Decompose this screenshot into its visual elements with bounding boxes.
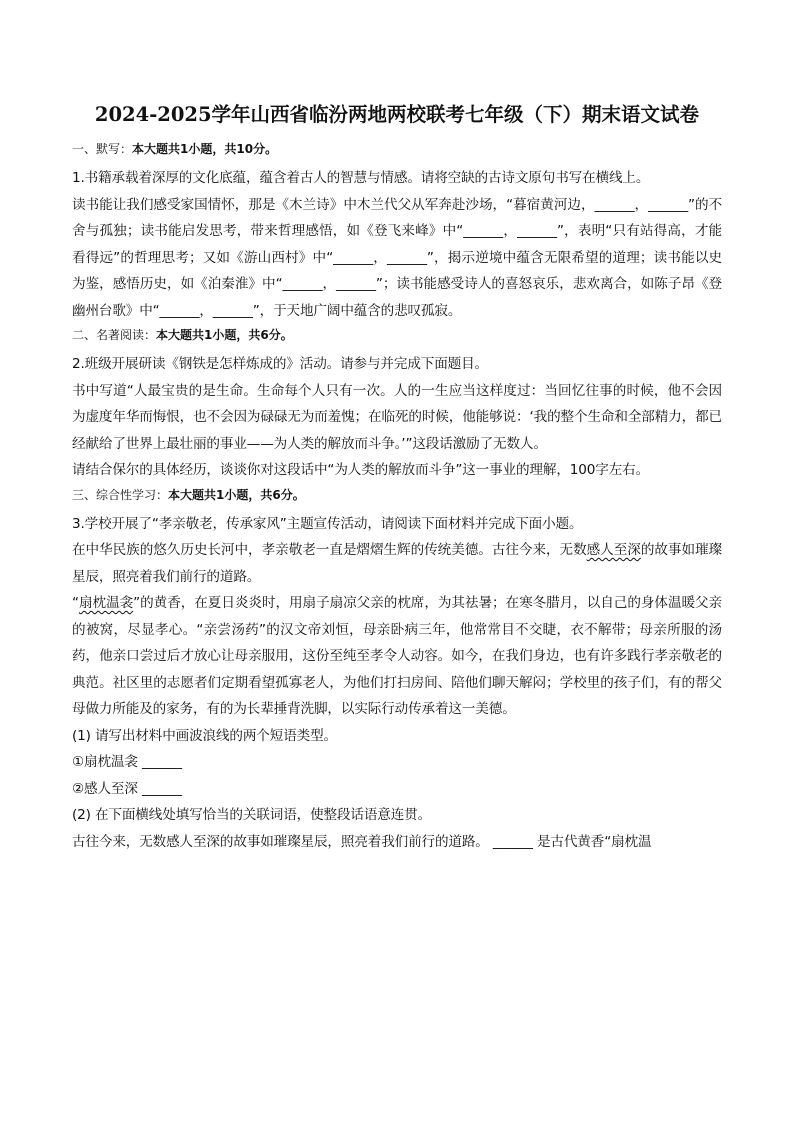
section-heading-2 xyxy=(72,325,722,345)
page-title: 2024-2025学年山西省临汾两地两校联考七年级（下）期末语文试卷 xyxy=(94,103,700,126)
section-heading-1 xyxy=(72,139,722,159)
sub-question-2-text: 古往今来，无数感人至深的故事如璀璨星辰，照亮着我们前行的道路。 ______ 是古代黄香“扇枕温 xyxy=(72,833,652,850)
sub-question-1-item-b: ②感人至深 ______ xyxy=(72,780,182,797)
text-run: ”的黄香，在夏日炎炎时，用扇子扇凉父亲的枕席，为其祛暑；在寒冬腊月，以自己的身体温暖父亲的被窝，尽显孝心。“亲尝汤药”的汉文帝刘恒，母亲卧病三年，他常常目不交睫，衣不解带；母亲所服的汤药，他亲口尝过后才放心让母亲服用，这份至纯至孝令人动容。如今，在我们身边，也有许多践行孝亲敬老的典范。社区里的志愿者们定期看望孤寡老人，为他们打扫房间、陪他们聊天解闷；学校里的孩子们，有的帮父母做力所能及的家务，有的为长辈捶背洗脚，以实际行动传承着这一美德。 xyxy=(72,595,722,717)
question-2-task: 请结合保尔的具体经历，谈谈你对这段话中“为人类的解放而斗争”这一事业的理解，100字左右。 xyxy=(72,462,650,478)
question-3-prompt: 3.学校开展了“孝亲敬老，传承家风”主题宣传活动，请阅读下面材料并完成下面小题。 xyxy=(72,515,583,532)
question-2-prompt: 2.班级开展研读《钢铁是怎样炼成的》活动。请参与并完成下面题目。 xyxy=(72,356,488,372)
text-run: 在中华民族的悠久历史长河中，孝亲敬老一直是熠熠生辉的传统美德。古往今来，无数 xyxy=(72,542,587,558)
material-paragraph-2 xyxy=(72,590,722,723)
section-info: 本大题共1小题，共10分。 xyxy=(132,142,278,156)
text-run: “ xyxy=(72,595,79,611)
material-paragraph-1 xyxy=(72,537,722,590)
text-run: 的故事如璀璨星辰，照亮着我们前行的道路。 xyxy=(72,542,722,585)
sub-question-1-item-a: ①扇枕温衾 ______ xyxy=(72,754,182,770)
wavy-phrase-shanzhen: 扇枕温衾 xyxy=(78,595,134,611)
section-lead: 二、名著阅读： xyxy=(72,328,157,342)
section-info: 本大题共1小题，共6分。 xyxy=(168,487,305,502)
exam-page xyxy=(72,100,722,855)
section-lead: 一、默写： xyxy=(72,142,133,156)
question-1-body: 读书能让我们感受家国情怀，那是《木兰诗》中木兰代父从军奔赴沙场，“暮宿黄河边，______，______”的不舍与孤独；读书能启发思考，带来哲理感悟，如《登飞来峰》中“______，______”，表明“只有站得高，才能看得远”的哲理思考；又如《游山西村》中“______，______”，揭示逆境中蕴含无限希望的道理；读书能以史为鉴，感悟历史，如《泊秦淮》中“______，______”；读书能感受诗人的喜怒哀乐，悲欢离合，如陈子昂《登幽州台歌》中“______，______”，于天地广阔中蕴含的悲叹孤寂。 xyxy=(72,196,722,319)
section-lead: 三、综合性学习： xyxy=(72,487,169,502)
sub-question-1: (1) 请写出材料中画波浪线的两个短语类型。 xyxy=(72,727,337,744)
wavy-phrase-gandong: 感人至深 xyxy=(586,542,641,558)
sub-question-2: (2) 在下面横线处填写恰当的关联词语，使整段话语意连贯。 xyxy=(72,807,432,823)
section-info: 本大题共1小题，共6分。 xyxy=(156,328,293,342)
question-2-body: 书中写道“人最宝贵的是生命。生命每个人只有一次。人的一生应当这样度过：当回忆往事的时候，他不会因为虚度年华而悔恨，也不会因为碌碌无为而羞愧；在临死的时候，他能够说：‘我的整个生命和全部精力，都已经献给了世界上最壮丽的事业——为人类的解放而斗争。’”这段话激励了无数人。 xyxy=(72,382,722,452)
question-1-prompt: 1.书籍承载着深厚的文化底蕴，蕴含着古人的智慧与情感。请将空缺的古诗文原句书写在横线上。 xyxy=(72,170,650,186)
section-heading-3 xyxy=(72,485,722,505)
